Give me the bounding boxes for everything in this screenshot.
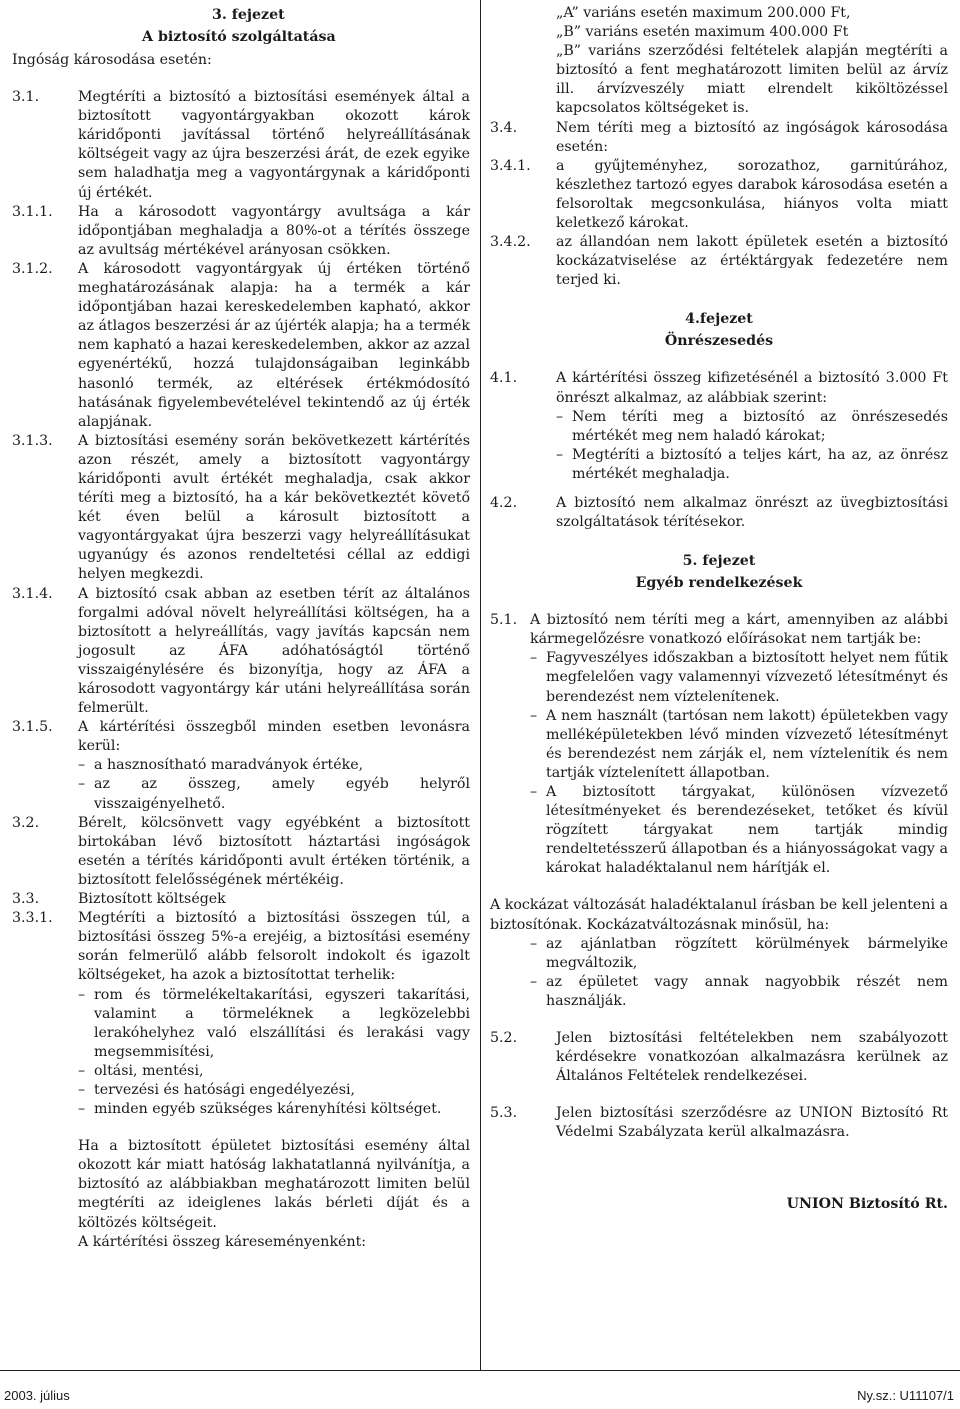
- temporary-housing-paragraph: Ha a biztosított épületet biztosítási esemény által okozott kár miatt hatóság lakhatatlanná nyilvánítja, a biztosító az alábbiakban meghatározott limiten belül megtéríti az ideiglenes lakás bérleti díját és a költözés költségeit.: [78, 1138, 470, 1231]
- section-text: A biztosító csak abban az esetben térít az általános forgalmi adóval növelt helyreállítási költségen, ha a biztosított a helyreállítás, vagy javítás kapcsán nem jogosult az ÁFA adóhatóságtól történő visszaigénylésére és bizonyítja, hogy az ÁFA a károsodott vagyontárgy kár utáni helyreállítása során felmerült.: [78, 585, 470, 717]
- section-3-1-1: [12, 203, 470, 260]
- section-4-2: [490, 494, 948, 532]
- section-number: 3.3.: [12, 891, 40, 908]
- section-text: Megtéríti a biztosító a biztosítási események által a biztosított vagyontárgyakban okozott károk káridőponti javítással történő helyreállításának költségeit vagy az újra beszerzési árát, de ezek egyike sem haladhatja meg a vagyontárgynak a káridőponti új értékét.: [78, 89, 470, 201]
- section-number: 3.4.1.: [490, 157, 531, 174]
- section-number: 3.1.1.: [12, 203, 53, 220]
- section-text: A kártérítési összeg kifizetésénél a biztosító 3.000 Ft önrészt alkalmaz, az alábbiak szerint:: [556, 370, 948, 406]
- section-5-2: [490, 1029, 948, 1086]
- list-item: – Fagyveszélyes időszakban a biztosított helyet nem fűtik megfelelően vagy valamennyi vízvezető létesítményt és berendezést nem víztelenítenek.: [530, 650, 948, 705]
- section-text: Jelen biztosítási feltételekben nem szabályozott kérdésekre vonatkozóan alkalmazásra kerülnek az Általános Feltételek rendelkezései.: [556, 1030, 948, 1085]
- footer-date: 2003. július: [4, 1388, 70, 1403]
- section-3-1-2: [12, 260, 470, 432]
- list-item: – Megtéríti a biztosító a teljes kárt, ha az, az önrész mértékét meghaladja.: [556, 446, 948, 482]
- page-frame-bottom: [0, 1370, 960, 1371]
- section-text: az állandóan nem lakott épületek esetén a biztosító kockázatviselése az értéktárgyak fedezetére nem terjed ki.: [556, 234, 948, 289]
- signature-company: UNION Biztosító Rt.: [786, 1195, 948, 1212]
- list-item: – A biztosított tárgyakat, különösen vízvezető létesítményeket és berendezéseket, tetőket és kívül rögzített tárgyakat nem tartják mindig rendeltetésszerű állapotban és a hiányosságokat vagy a károkat haladéktalanul nem hárítják el.: [530, 784, 948, 877]
- section-number: 3.4.: [490, 119, 518, 136]
- section-text: Ha a károsodott vagyontárgy avultsága a kár időpontjában meghaladja a 80%-ot a térítés összege az avultság mértékével arányosan csökken.: [78, 203, 470, 258]
- left-column: [0, 0, 481, 1370]
- section-number: 4.2.: [490, 494, 518, 511]
- section-text: A károsodott vagyontárgyak új értéken történő meghatározásának alapja: ha a termék a kár időpontjában hazai kereskedelemben kapható, akkor az átlagos beszerzési ár az újérték alapja; ha a termék nem kapható a hazai kereskedelemben, akkor az azzal egyenértékű, hozzá tulajdonságaiban leginkább hasonló termék, az eltérések értékmódosító hatásának figyelembevételével tekintendő az új érték alapjának.: [78, 260, 470, 430]
- list-item: – oltási, mentési,: [78, 1062, 204, 1079]
- section-3-4: [490, 119, 948, 157]
- variant-b-flood-paragraph: „B” variáns szerződési feltételek alapján megtéríti a biztosító a fent meghatározott limiten belül az árvíz ill. árvízveszély miatt elrendelt kiköltözéssel kapcsolatos költségeket is.: [556, 43, 948, 117]
- section-text: Biztosított költségek: [78, 891, 226, 908]
- section-number: 3.1.4.: [12, 585, 53, 602]
- list-item: – a hasznosítható maradványok értéke,: [78, 757, 364, 774]
- list-item: – Nem téríti meg a biztosító az önrészesedés mértékét meg nem haladó károkat;: [556, 408, 948, 444]
- section-3-2: [12, 814, 470, 890]
- risk-change-paragraph: A kockázat változását haladéktalanul írásban be kell jelenteni a biztosítónak. Kockázatváltozásnak minősül, ha:: [490, 897, 948, 933]
- section-number: 3.1.2.: [12, 260, 53, 277]
- section-number: 4.1.: [490, 370, 518, 387]
- list-item: – minden egyéb szükséges kárenyhítési költséget.: [78, 1101, 442, 1118]
- subheading-contents-damage: Ingóság károsodása esetén:: [12, 52, 212, 68]
- chapter-5-number: 5. fejezet: [682, 553, 756, 570]
- section-3-1-5: [12, 718, 470, 813]
- section-text: a gyűjteményhez, sorozathoz, garnitúrához, készlethez tartozó egyes darabok károsodása esetén a felsoroltak megcsonkulása, hiányos volta miatt keletkező károkat.: [556, 157, 948, 232]
- section-3-1-4: [12, 585, 470, 719]
- list-item: – rom és törmelékeltakarítási, egyszeri takarítási, valamint a törmeléknek a legközelebbi lerakóhelyhez való elszállítási és lerakási vagy megsemmisítési,: [78, 986, 470, 1060]
- section-text: A kártérítési összegből minden esetben levonásra kerül:: [78, 719, 470, 755]
- chapter-3-number: 3. fejezet: [212, 7, 285, 23]
- section-number: 3.2.: [12, 814, 40, 831]
- section-number: 3.1.: [12, 89, 40, 106]
- section-text: A biztosító nem téríti meg a kárt, amennyiben az alábbi kármegelőzésre vonatkozó előírásokat nem tartják be:: [530, 612, 948, 648]
- amount-paragraph: A kártérítési összeg káreseményenként:: [78, 1233, 367, 1250]
- section-number: 3.1.3.: [12, 432, 53, 449]
- chapter-3-title: A biztosító szolgáltatása: [142, 28, 336, 45]
- section-text: Megtéríti a biztosító a biztosítási összegen túl, a biztosítási összeg 5%-a erejéig, a biztosítási esemény során felmerülő alább felsorolt indokolt és igazolt költségeket, ha azok a biztosítottat terhelik:: [78, 910, 470, 984]
- section-3-1: [12, 88, 470, 203]
- section-3-1-3: [12, 432, 470, 585]
- section-text: Jelen biztosítási szerződésre az UNION Biztosító Rt Védelmi Szabályzata kerül alkalmazásra.: [556, 1105, 948, 1141]
- section-number: 5.2.: [490, 1030, 518, 1047]
- section-number: 3.4.2.: [490, 234, 531, 251]
- section-number: 3.1.5.: [12, 719, 53, 736]
- chapter-4-title: Önrészesedés: [664, 332, 774, 349]
- list-item: – az épületet vagy annak nagyobbik részét nem használják.: [530, 973, 948, 1009]
- chapter-5-title: Egyéb rendelkezések: [635, 574, 803, 591]
- chapter-4-number: 4.fejezet: [685, 311, 753, 328]
- section-3-4-1: [490, 157, 948, 233]
- section-number: 3.3.1.: [12, 910, 53, 927]
- section-number: 5.1.: [490, 612, 518, 629]
- section-text: A biztosítási esemény során bekövetkezett kártérítés azon részét, amely a biztosított vagyontárgy káridőponti avult értékét meghaladja, csak akkor téríti meg a biztosító, ha a kár bekövetkeztét követő két éven belül a károsult biztosított a vagyontárgyakat újra beszerzi vagy helyreállításukat ugyanúgy és azonos rendeltetési céllal az eddigi helyen megkezdi.: [78, 432, 470, 583]
- section-3-4-2: [490, 233, 948, 290]
- list-item: – az ajánlatban rögzített körülmények bármelyike megváltozik,: [530, 935, 948, 971]
- section-3-3: [12, 890, 470, 909]
- section-5-3: [490, 1104, 948, 1142]
- section-text: Nem téríti meg a biztosító az ingóságok károsodása esetén:: [556, 119, 948, 155]
- section-text: A biztosító nem alkalmaz önrészt az üvegbiztosítási szolgáltatások térítésekor.: [556, 494, 948, 531]
- list-item: – A nem használt (tartósan nem lakott) épületekben vagy melléképületekben lévő minden vízvezető létesítményt és berendezést nem zárják el, nem víztelenítik és nem tartják víztelenített állapotban.: [530, 707, 948, 781]
- list-item: – tervezési és hatósági engedélyezési,: [78, 1081, 356, 1098]
- section-number: 5.3.: [490, 1105, 518, 1122]
- list-item: – az az összeg, amely egyéb helyről visszaigényelhető.: [78, 776, 470, 812]
- footer-registration-number: Ny.sz.: U11107/1: [857, 1388, 954, 1403]
- section-text: Bérelt, kölcsönvett vagy egyébként a biztosított birtokában lévő biztosított háztartási ingóságok esetén a térítés káridőponti avult értéken történik, a biztosított felelősségének mértékéig.: [78, 814, 470, 888]
- section-4-1: [490, 369, 948, 484]
- right-column: [480, 0, 960, 1370]
- variant-a-limit: „A” variáns esetén maximum 200.000 Ft,: [556, 5, 851, 21]
- section-5-1: [490, 611, 948, 878]
- section-3-3-1: [12, 909, 470, 1119]
- variant-b-limit: „B” variáns esetén maximum 400.000 Ft: [556, 24, 849, 41]
